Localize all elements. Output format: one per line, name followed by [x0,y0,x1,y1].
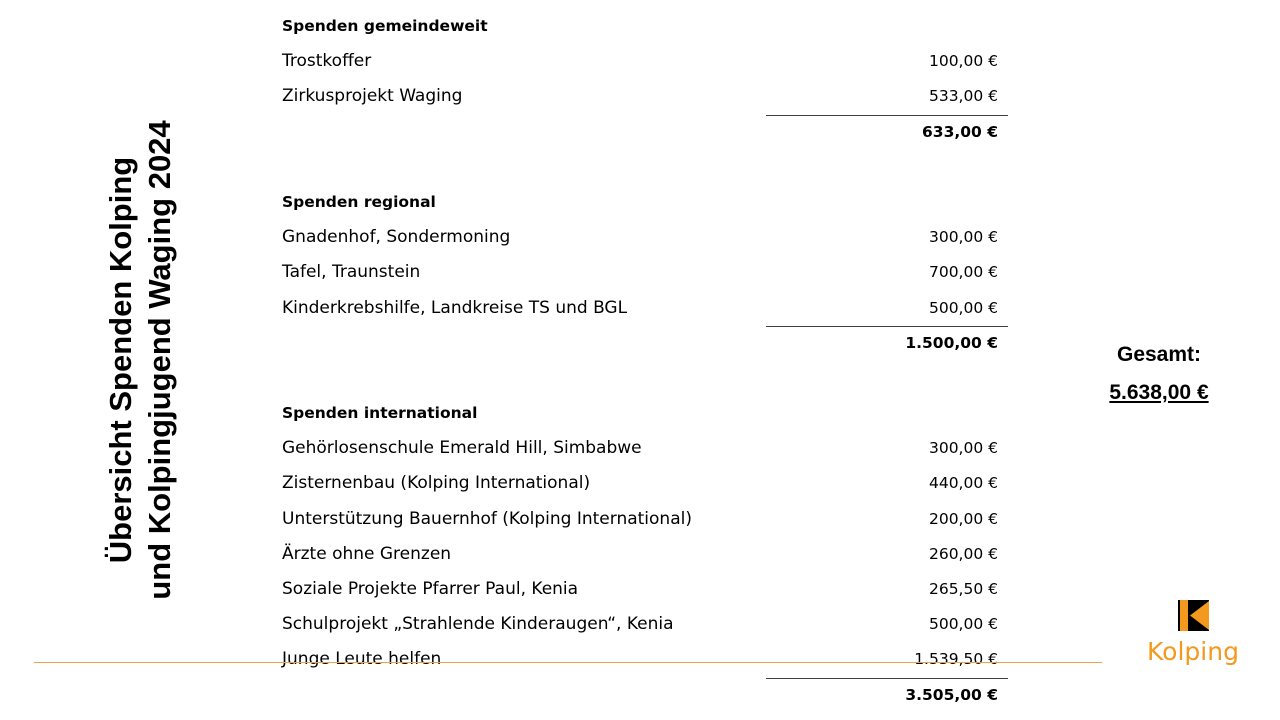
page-title-line-1: Übersicht Spenden Kolping [103,156,138,564]
item-label: Zisternenbau (Kolping International) [282,473,591,494]
grand-total-label: Gesamt: [1116,343,1202,366]
item-amount: 300,00 € [928,228,998,247]
table-row [282,537,1008,572]
grand-total [1099,343,1219,405]
section-heading-label: Spenden international [282,404,478,423]
subtotal-row-international [282,678,1008,713]
table-row [282,466,1008,501]
item-amount: 700,00 € [928,263,998,282]
item-label: Junge Leute helfen [282,649,442,670]
item-amount: 200,00 € [928,509,998,528]
table-row [282,572,1008,607]
donations-table [282,9,1008,713]
footer-divider-line [34,662,1102,663]
item-label: Trostkoffer [282,51,372,72]
subtotal-amount: 1.500,00 € [905,333,998,352]
section-heading-label: Spenden regional [282,192,436,211]
subtotal-amount: 633,00 € [922,122,998,141]
item-amount: 533,00 € [928,87,998,106]
item-label: Gehörlosenschule Emerald Hill, Simbabwe [282,438,642,459]
item-amount: 265,50 € [928,580,998,598]
item-amount: 500,00 € [928,298,998,317]
item-amount: 260,00 € [928,544,998,563]
item-amount: 500,00 € [928,615,998,634]
subtotal-amount: 3.505,00 € [905,685,998,704]
logo-wordmark: Kolping [1147,637,1239,666]
table-row [282,607,1008,642]
item-label: Soziale Projekte Pfarrer Paul, Kenia [282,579,579,599]
table-row [282,431,1008,466]
section-heading-label: Spenden gemeindeweit [282,17,488,35]
item-amount: 440,00 € [928,474,998,493]
item-label: Unterstützung Bauernhof (Kolping International) [282,508,692,529]
grand-total-value: 5.638,00 € [1109,381,1209,404]
page-title [101,120,179,599]
item-label: Kinderkrebshilfe, Landkreise TS und BGL [282,297,628,318]
section-heading-regional [282,185,1008,220]
kolping-k-icon [1178,600,1209,631]
item-label: Tafel, Traunstein [282,262,421,283]
table-row [282,502,1008,537]
item-label: Zirkusprojekt Waging [282,86,463,107]
table-row [282,291,1008,326]
table-row [282,44,1008,79]
table-row [282,642,1008,677]
page-title-line-2: und Kolpingjugend Waging 2024 [142,120,177,600]
table-row [282,79,1008,114]
item-amount: 100,00 € [928,52,998,71]
section-spacer [282,150,1008,185]
subtotal-row-gemeindeweit [282,115,1008,150]
section-heading-international [282,396,1008,431]
item-amount: 300,00 € [928,439,998,458]
kolping-logo [1138,600,1248,666]
section-spacer [282,361,1008,396]
item-label: Gnadenhof, Sondermoning [282,227,511,248]
item-label: Schulprojekt „Strahlende Kinderaugen“, Kenia [282,614,674,635]
subtotal-row-regional [282,326,1008,361]
table-row [282,255,1008,290]
item-amount: 1.539,50 € [914,650,998,669]
item-label: Ärzte ohne Grenzen [282,543,452,564]
table-row [282,220,1008,255]
section-heading-gemeindeweit [282,9,1008,44]
